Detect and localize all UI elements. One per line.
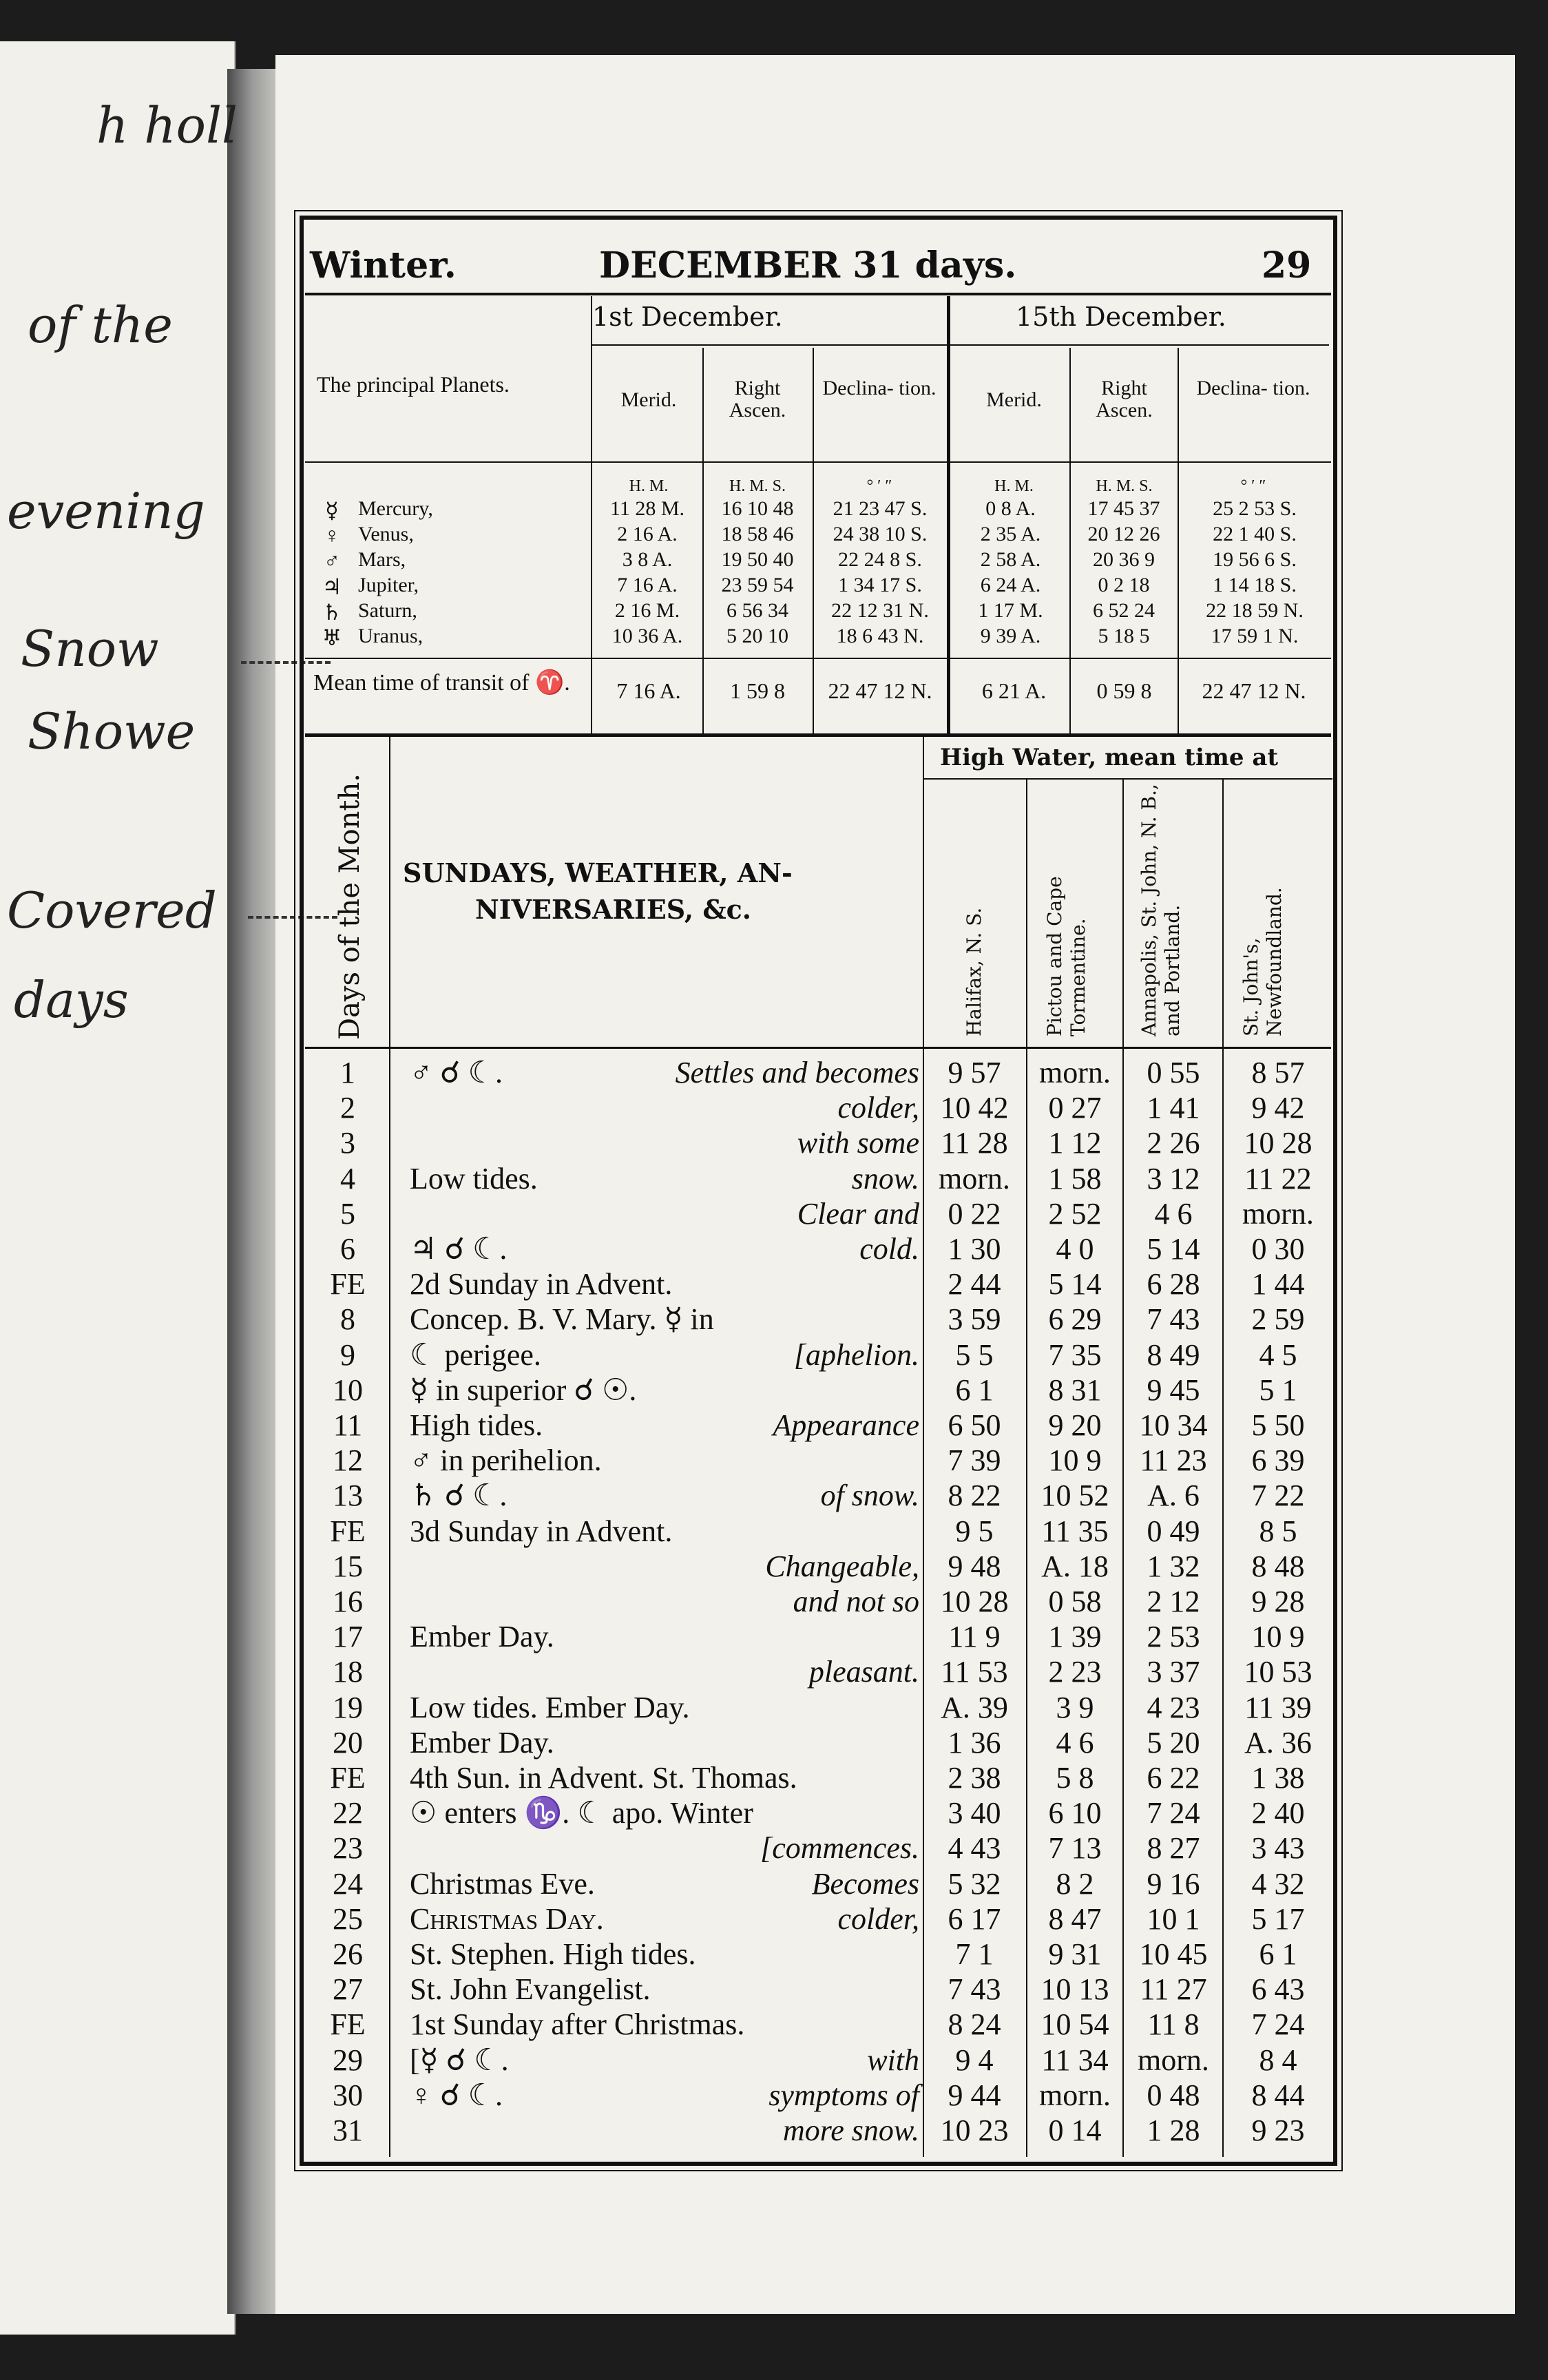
days-header: Days of the Month.	[334, 773, 366, 1040]
annapolis-time: 10 34	[1139, 1408, 1208, 1442]
day-number: 27	[333, 1972, 363, 2007]
event-text: 3d Sunday in Advent.	[410, 1514, 673, 1548]
annapolis-time: A. 6	[1147, 1479, 1200, 1513]
weather-text: cold.	[859, 1232, 919, 1266]
dec-value: 25 2 53 S.	[1213, 497, 1297, 520]
halifax-time: 11 53	[941, 1655, 1008, 1689]
event-text: High tides.	[410, 1408, 543, 1442]
transit-label: Mean time of transit of ♈.	[313, 670, 570, 696]
section-rule	[305, 733, 1331, 737]
annapolis-time: 0 55	[1147, 1056, 1200, 1089]
weather-text: Clear and	[797, 1196, 919, 1231]
halifax-time: 6 50	[948, 1408, 1001, 1442]
halifax-time: 8 24	[948, 2007, 1001, 2042]
transit-value: 6 21 A.	[981, 678, 1047, 703]
pictou-time: 9 20	[1048, 1408, 1102, 1442]
annapolis-time: morn.	[1138, 2043, 1209, 2077]
dec-value: 22 12 31 N.	[831, 599, 929, 622]
facing-page	[0, 41, 236, 2335]
planet-name: Mars,	[358, 548, 406, 571]
annapolis-time: 4 23	[1147, 1690, 1200, 1724]
annapolis-time: 11 23	[1140, 1443, 1207, 1478]
pictou-time: 3 9	[1056, 1690, 1094, 1724]
day-number: FE	[330, 2007, 366, 2042]
handwriting-line: of the	[28, 296, 173, 354]
stjohns-time: 8 44	[1251, 2078, 1305, 2112]
dec-value: 24 38 10 S.	[833, 523, 928, 545]
event-text: Low tides.	[410, 1161, 538, 1196]
weather-text: with	[867, 2043, 919, 2077]
annapolis-time: 0 48	[1147, 2078, 1200, 2112]
planet-symbol: ♅	[322, 625, 342, 650]
event-text: [☿ ☌ ☾.	[410, 2043, 509, 2077]
planet-name: Venus,	[358, 523, 414, 545]
pictou-time: 10 9	[1048, 1443, 1102, 1478]
day-number: 26	[333, 1937, 363, 1971]
day-number: 1	[340, 1056, 355, 1089]
merid-value: 11 28 M.	[609, 497, 685, 520]
handwriting-line: h holl	[96, 96, 238, 154]
halifax-time: 1 30	[948, 1232, 1001, 1266]
weather-text: Becomes	[811, 1866, 919, 1901]
merid-value: 0 8 A.	[985, 497, 1036, 520]
stjohns-time: 10 53	[1244, 1655, 1312, 1689]
ra-value: 23 59 54	[721, 574, 794, 596]
halifax-time: 2 44	[948, 1267, 1001, 1302]
halifax-time: 9 4	[955, 2043, 994, 2077]
second-date-heading: 15th December.	[1016, 302, 1226, 332]
col-header: Right Ascen.	[729, 377, 786, 421]
stjohns-time: 8 5	[1259, 1514, 1297, 1548]
pictou-time: 4 6	[1056, 1725, 1094, 1760]
stjohns-time: 2 40	[1251, 1796, 1305, 1830]
day-number: 5	[340, 1196, 355, 1231]
event-text: ♂ ☌ ☾.	[410, 1056, 503, 1089]
annapolis-time: 0 49	[1147, 1514, 1200, 1548]
planet-name: Jupiter,	[358, 574, 419, 596]
halifax-time: 9 44	[948, 2078, 1001, 2112]
pictou-time: 1 58	[1048, 1161, 1102, 1196]
merid-value: 2 58 A.	[980, 548, 1041, 571]
annapolis-time: 5 14	[1147, 1232, 1200, 1266]
event-text: Ember Day.	[410, 1620, 554, 1654]
handwriting-line: Covered	[7, 881, 217, 939]
season-label: Winter.	[310, 244, 457, 286]
annapolis-time: 6 22	[1147, 1761, 1200, 1795]
hline	[923, 778, 1332, 780]
ra-value: 5 20 10	[726, 625, 788, 647]
high-water-header: High Water, mean time at	[940, 744, 1279, 771]
pictou-time: 10 54	[1040, 2007, 1109, 2042]
pictou-time: 10 52	[1040, 1479, 1109, 1513]
annapolis-time: 7 43	[1147, 1302, 1200, 1337]
annapolis-time: 1 32	[1147, 1549, 1200, 1583]
halifax-time: 9 5	[955, 1514, 994, 1548]
weather-text: Settles and becomes	[675, 1056, 919, 1089]
annapolis-time: 9 16	[1147, 1866, 1200, 1901]
merid-value: 2 16 A.	[617, 523, 678, 545]
stjohns-time: 6 1	[1259, 1937, 1297, 1971]
event-text: ☾ perigee.	[410, 1337, 541, 1372]
day-number: 12	[333, 1443, 363, 1478]
halifax-time: 10 42	[940, 1091, 1009, 1125]
halifax-time: 4 43	[948, 1831, 1001, 1866]
annapolis-time: 1 41	[1147, 1091, 1200, 1125]
col-header: Declina- tion.	[822, 377, 937, 399]
weather-text: with some	[797, 1126, 919, 1160]
stjohns-time: 10 28	[1244, 1126, 1312, 1160]
ra-value: 20 36 9	[1093, 548, 1155, 571]
event-text: Concep. B. V. Mary. ☿ in	[410, 1302, 714, 1337]
stjohns-time: 6 39	[1251, 1443, 1305, 1478]
stjohns-time: 9 28	[1251, 1585, 1305, 1618]
first-date-heading: 1st December.	[592, 302, 783, 332]
stjohns-time: 5 1	[1259, 1372, 1297, 1407]
day-number: 24	[333, 1866, 363, 1901]
event-text: St. Stephen. High tides.	[410, 1937, 696, 1971]
port-header: Annapolis, St. John, N. B., and Portland.	[1138, 784, 1184, 1036]
stjohns-time: 10 9	[1251, 1620, 1305, 1654]
weather-text: snow.	[851, 1161, 919, 1196]
hline	[592, 344, 1329, 346]
pictou-time: morn.	[1039, 2078, 1111, 2112]
dec-value: 22 24 8 S.	[838, 548, 922, 571]
col-header: Merid.	[620, 388, 677, 411]
transit-value: 1 59 8	[730, 678, 785, 703]
annapolis-time: 9 45	[1147, 1372, 1200, 1407]
event-text: Low tides. Ember Day.	[410, 1690, 690, 1724]
annapolis-time: 1 28	[1147, 2113, 1200, 2147]
stjohns-time: 9 42	[1251, 1091, 1305, 1125]
event-text: Christmas Eve.	[410, 1866, 595, 1901]
day-number: 3	[340, 1126, 355, 1160]
ra-value: 5 18 5	[1098, 625, 1150, 647]
merid-value: 3 8 A.	[622, 548, 673, 571]
transit-value: 7 16 A.	[616, 678, 681, 703]
vline	[591, 296, 592, 737]
event-text: ♂ in perihelion.	[410, 1443, 602, 1478]
planet-symbol: ☿	[325, 498, 339, 523]
events-header-line2: NIVERSARIES, &c.	[475, 894, 752, 925]
halifax-time: 6 1	[955, 1372, 994, 1407]
weather-text: pleasant.	[808, 1655, 919, 1689]
merid-value: 2 16 M.	[614, 599, 680, 622]
stjohns-time: 3 43	[1251, 1831, 1305, 1866]
header-rule	[305, 293, 1331, 295]
annapolis-time: 10 45	[1139, 1937, 1208, 1971]
pictou-time: 0 14	[1048, 2113, 1102, 2147]
pictou-time: 11 34	[1041, 2043, 1109, 2077]
weather-text: symptoms of	[768, 2078, 919, 2112]
halifax-time: 10 28	[940, 1585, 1009, 1618]
planet-symbol: ♄	[322, 600, 342, 625]
stjohns-time: 9 23	[1251, 2113, 1305, 2147]
weather-text: Appearance	[773, 1408, 919, 1442]
pictou-time: 8 31	[1048, 1372, 1102, 1407]
event-text: 2d Sunday in Advent.	[410, 1267, 673, 1302]
day-number: 16	[333, 1585, 363, 1618]
stjohns-time: 1 44	[1251, 1267, 1305, 1302]
stjohns-time: 7 22	[1251, 1479, 1305, 1513]
stjohns-time: 4 32	[1251, 1866, 1305, 1901]
halifax-time: 10 23	[940, 2113, 1009, 2147]
transit-value: 22 47 12 N.	[828, 678, 932, 703]
vline	[1122, 778, 1124, 2157]
halifax-time: 7 39	[948, 1443, 1001, 1478]
ra-value: 6 52 24	[1093, 599, 1155, 622]
ra-value: 18 58 46	[721, 523, 794, 545]
halifax-time: 1 36	[948, 1725, 1001, 1760]
day-number: 25	[333, 1901, 363, 1936]
hline	[305, 658, 1331, 659]
pictou-time: 8 2	[1056, 1866, 1094, 1901]
ra-value: 19 50 40	[721, 548, 794, 571]
day-number: 22	[333, 1796, 363, 1830]
halifax-time: 11 28	[941, 1126, 1008, 1160]
day-number: 18	[333, 1655, 363, 1689]
annapolis-time: 2 53	[1147, 1620, 1200, 1654]
pictou-time: 8 47	[1048, 1901, 1102, 1936]
day-number: FE	[330, 1761, 366, 1795]
day-number: 6	[340, 1232, 355, 1266]
ra-value: 17 45 37	[1087, 497, 1160, 520]
dec-value: 1 34 17 S.	[838, 574, 922, 596]
event-text: ☉ enters ♑. ☾ apo. Winter	[410, 1796, 753, 1830]
weather-text: [aphelion.	[793, 1337, 919, 1372]
stjohns-time: 1 38	[1251, 1761, 1305, 1795]
handwriting-line: days	[14, 971, 129, 1029]
day-number: 31	[333, 2113, 363, 2147]
day-number: 4	[340, 1161, 355, 1196]
stjohns-time: 8 57	[1251, 1056, 1305, 1089]
weather-text: colder,	[837, 1901, 919, 1936]
annapolis-time: 11 27	[1140, 1972, 1207, 2007]
pictou-time: morn.	[1039, 1056, 1111, 1089]
weather-text: of snow.	[820, 1479, 919, 1513]
stjohns-time: 0 30	[1251, 1232, 1305, 1266]
pictou-time: 7 35	[1048, 1337, 1102, 1372]
handwriting-line: evening	[7, 482, 205, 540]
event-text: ♃ ☌ ☾.	[410, 1232, 508, 1266]
col-header: Declina- tion.	[1196, 377, 1310, 399]
annapolis-time: 6 28	[1147, 1267, 1200, 1302]
stjohns-time: A. 36	[1244, 1725, 1312, 1760]
event-text: ☿ in superior ☌ ☉.	[410, 1372, 637, 1407]
halifax-time: 5 32	[948, 1866, 1001, 1901]
port-header: Halifax, N. S.	[963, 907, 985, 1036]
halifax-time: 9 57	[948, 1056, 1001, 1089]
merid-value: 7 16 A.	[617, 574, 678, 596]
handwriting-line: Snow	[21, 620, 159, 678]
pictou-time: 5 8	[1056, 1761, 1094, 1795]
event-text: 4th Sun. in Advent. St. Thomas.	[410, 1761, 797, 1795]
stjohns-time: 11 22	[1244, 1161, 1312, 1196]
page-number: 29	[1262, 244, 1312, 286]
day-number: 17	[333, 1620, 363, 1654]
annapolis-time: 2 26	[1147, 1126, 1200, 1160]
stjohns-time: morn.	[1242, 1196, 1314, 1231]
day-number: 30	[333, 2078, 363, 2112]
dec-value: 17 59 1 N.	[1211, 625, 1299, 647]
planet-name: Mercury,	[358, 497, 433, 520]
pictou-time: 6 10	[1048, 1796, 1102, 1830]
annapolis-time: 5 20	[1147, 1725, 1200, 1760]
planet-name: Saturn,	[358, 599, 417, 622]
day-number: 20	[333, 1725, 363, 1760]
annapolis-time: 3 37	[1147, 1655, 1200, 1689]
unit-label: H. M.	[994, 477, 1034, 495]
halifax-time: 11 9	[948, 1620, 1001, 1654]
ra-value: 0 2 18	[1098, 574, 1150, 596]
halifax-time: 5 5	[955, 1337, 994, 1372]
planet-symbol: ♂	[324, 548, 340, 573]
dec-value: 21 23 47 S.	[833, 497, 928, 520]
day-number: 10	[333, 1372, 363, 1407]
day-number: 11	[333, 1408, 363, 1442]
ra-value: 20 12 26	[1087, 523, 1160, 545]
stjohns-time: 5 17	[1251, 1901, 1305, 1936]
weather-text: and not so	[793, 1585, 919, 1618]
dec-value: 22 18 59 N.	[1206, 599, 1304, 622]
dec-value: 19 56 6 S.	[1213, 548, 1297, 571]
transit-value: 22 47 12 N.	[1202, 678, 1306, 703]
merid-value: 2 35 A.	[980, 523, 1041, 545]
vline	[389, 737, 390, 2157]
hline	[305, 1047, 1331, 1049]
unit-label: H. M.	[629, 477, 669, 495]
weather-text: more snow.	[783, 2113, 919, 2147]
day-number: 8	[340, 1302, 355, 1337]
pictou-time: 7 13	[1048, 1831, 1102, 1866]
event-text: ♄ ☌ ☾.	[410, 1479, 508, 1513]
merid-value: 6 24 A.	[980, 574, 1041, 596]
pictou-time: 4 0	[1056, 1232, 1094, 1266]
event-text: Ember Day.	[410, 1725, 554, 1760]
annapolis-time: 11 8	[1147, 2007, 1200, 2042]
weather-text: Changeable,	[765, 1549, 919, 1583]
planets-label: The principal Planets.	[317, 372, 510, 397]
vline	[923, 737, 924, 2157]
weather-text: colder,	[837, 1091, 919, 1125]
halifax-time: A. 39	[941, 1690, 1008, 1724]
unit-label: ° ′ ″	[866, 477, 892, 495]
planet-symbol: ♀	[324, 523, 340, 547]
event-text: Christmas Day.	[410, 1901, 604, 1936]
day-number: FE	[330, 1267, 366, 1302]
event-text: St. John Evangelist.	[410, 1972, 651, 2007]
halifax-time: 7 1	[955, 1937, 994, 1971]
day-number: 13	[333, 1479, 363, 1513]
pictou-time: 6 29	[1048, 1302, 1102, 1337]
merid-value: 9 39 A.	[980, 625, 1041, 647]
page-title: DECEMBER 31 days.	[599, 244, 1017, 286]
dec-value: 1 14 18 S.	[1213, 574, 1297, 596]
vline	[1026, 778, 1027, 2157]
stjohns-time: 5 50	[1251, 1408, 1305, 1442]
hline	[305, 461, 1331, 463]
pictou-time: 1 39	[1048, 1620, 1102, 1654]
vline	[947, 296, 950, 737]
annapolis-time: 8 49	[1147, 1337, 1200, 1372]
pictou-time: 1 12	[1048, 1126, 1102, 1160]
stjohns-time: 4 5	[1259, 1337, 1297, 1372]
stjohns-time: 8 4	[1259, 2043, 1297, 2077]
handwriting-line: Showe	[28, 702, 196, 760]
annapolis-time: 10 1	[1147, 1901, 1200, 1936]
stjohns-time: 6 43	[1251, 1972, 1305, 2007]
day-number: 2	[340, 1091, 355, 1125]
annapolis-time: 7 24	[1147, 1796, 1200, 1830]
stjohns-time: 8 48	[1251, 1549, 1305, 1583]
unit-label: H. M. S.	[1096, 477, 1153, 495]
day-number: 23	[333, 1831, 363, 1866]
col-header: Right Ascen.	[1096, 377, 1153, 421]
event-text: 1st Sunday after Christmas.	[410, 2007, 745, 2042]
dec-value: 18 6 43 N.	[836, 625, 924, 647]
pictou-time: 5 14	[1048, 1267, 1102, 1302]
halifax-time: morn.	[939, 1161, 1010, 1196]
dec-value: 22 1 40 S.	[1213, 523, 1297, 545]
planet-name: Uranus,	[358, 625, 423, 647]
port-header: St. John's, Newfoundland.	[1240, 887, 1286, 1036]
unit-label: ° ′ ″	[1240, 477, 1266, 495]
halifax-time: 8 22	[948, 1479, 1001, 1513]
pictou-time: 11 35	[1041, 1514, 1109, 1548]
pictou-time: 10 13	[1040, 1972, 1109, 2007]
halifax-time: 2 38	[948, 1761, 1001, 1795]
halifax-time: 9 48	[948, 1549, 1001, 1583]
stjohns-time: 11 39	[1244, 1690, 1312, 1724]
annapolis-time: 2 12	[1147, 1585, 1200, 1618]
halifax-time: 0 22	[948, 1196, 1001, 1231]
ra-value: 16 10 48	[721, 497, 794, 520]
transit-value: 0 59 8	[1096, 678, 1152, 703]
col-header: Merid.	[986, 388, 1042, 411]
halifax-time: 3 40	[948, 1796, 1001, 1830]
port-header: Pictou and Cape Tormentine.	[1043, 876, 1089, 1036]
unit-label: H. M. S.	[729, 477, 786, 495]
day-number: 15	[333, 1549, 363, 1583]
stjohns-time: 7 24	[1251, 2007, 1305, 2042]
vline	[1222, 778, 1224, 2157]
event-text: ♀ ☌ ☾.	[410, 2078, 503, 2112]
events-header-line1: SUNDAYS, WEATHER, AN-	[403, 857, 793, 888]
pictou-time: A. 18	[1041, 1549, 1109, 1583]
pictou-time: 2 23	[1048, 1655, 1102, 1689]
annapolis-time: 3 12	[1147, 1161, 1200, 1196]
ra-value: 6 56 34	[726, 599, 788, 622]
pictou-time: 0 27	[1048, 1091, 1102, 1125]
annapolis-time: 8 27	[1147, 1831, 1200, 1866]
annapolis-time: 4 6	[1154, 1196, 1193, 1231]
merid-value: 10 36 A.	[611, 625, 683, 647]
weather-text: [commences.	[760, 1831, 919, 1866]
halifax-time: 3 59	[948, 1302, 1001, 1337]
day-number: FE	[330, 1514, 366, 1548]
halifax-time: 6 17	[948, 1901, 1001, 1936]
pictou-time: 9 31	[1048, 1937, 1102, 1971]
pictou-time: 0 58	[1048, 1585, 1102, 1618]
merid-value: 1 17 M.	[978, 599, 1043, 622]
day-number: 29	[333, 2043, 363, 2077]
planet-symbol: ♃	[322, 574, 342, 599]
halifax-time: 7 43	[948, 1972, 1001, 2007]
stjohns-time: 2 59	[1251, 1302, 1305, 1337]
day-number: 19	[333, 1690, 363, 1724]
pictou-time: 2 52	[1048, 1196, 1102, 1231]
day-number: 9	[340, 1337, 355, 1372]
